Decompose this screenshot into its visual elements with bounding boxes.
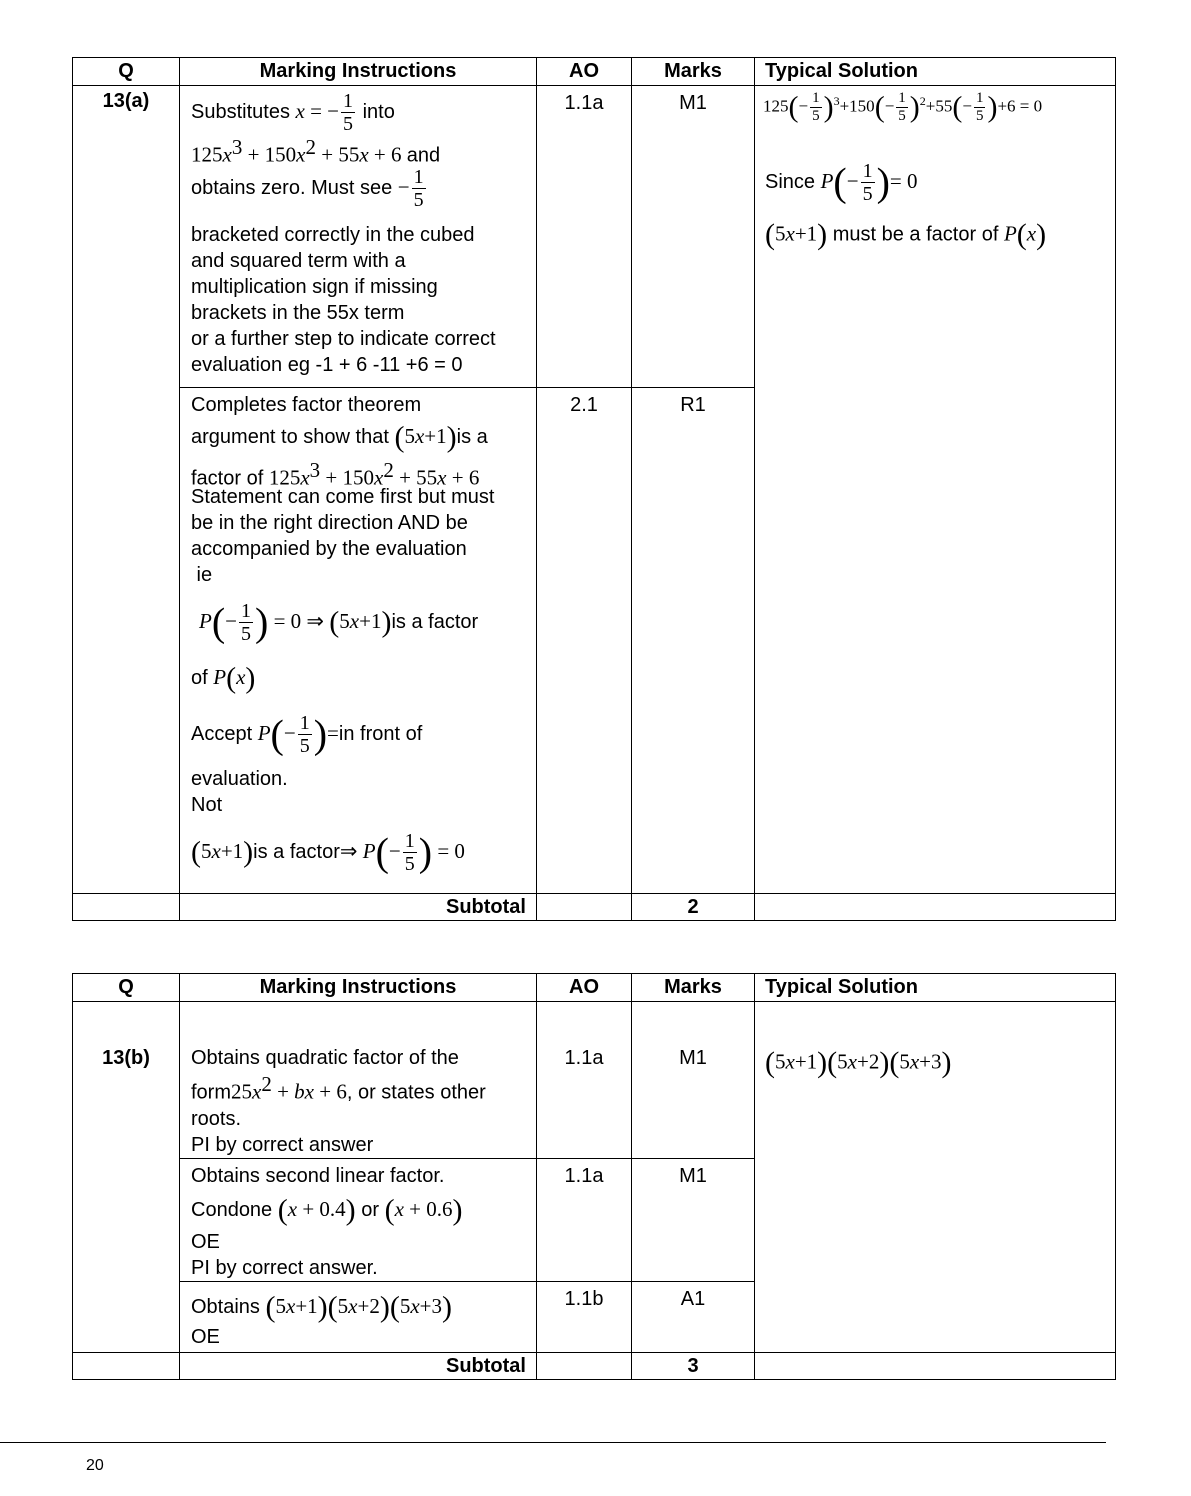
question-number: 13(b) bbox=[73, 1002, 180, 1353]
header-row bbox=[73, 58, 1116, 86]
ao-value: 1.1a bbox=[537, 86, 632, 388]
table-row bbox=[73, 1002, 1116, 1159]
header-marks: Marks bbox=[632, 974, 755, 1002]
ao-value: 1.1b bbox=[537, 1281, 632, 1352]
subtotal-label: Subtotal bbox=[180, 1352, 537, 1379]
mark-value: M1 bbox=[632, 1158, 755, 1281]
page-number: 20 bbox=[86, 1457, 104, 1474]
solution-since: Since P(− $\frac{1}{5}$ )= 0 bbox=[765, 159, 918, 205]
header-typical-solution: Typical Solution bbox=[755, 58, 1116, 86]
header-ao: AO bbox=[537, 58, 632, 86]
marking-instruction-m1: Obtains quadratic factor of the $form25x^2$ + bx + 6, or states other roots. PI by correct answer bbox=[180, 1002, 537, 1159]
header-ao: AO bbox=[537, 974, 632, 1002]
subtotal-value: 3 bbox=[632, 1352, 755, 1379]
marking-instruction-m1: Substitutes x = − $\frac{1}{5}$ into $125x^3 + 150x^2 + 55x + 6$ and obtains zero. Must see − $\frac{1}{5}$ bracketed correctly in the cubed and squared term with a multiplication sign if missing brackets in the 55x term or a further step to indicate correct evaluation eg -1 + 6 -11 +6 = 0 bbox=[180, 86, 537, 388]
mark-scheme-table-13a bbox=[72, 57, 1116, 921]
ao-value: 1.1a bbox=[537, 1158, 632, 1281]
solution-evaluation: 125(− $\frac{1}{5}$ )$^3$+150(− $\frac{1}{5}$ )$^2$+55(− $\frac{1}{5}$ )+6 = 0 bbox=[763, 90, 1043, 124]
subtotal-row bbox=[73, 1352, 1116, 1379]
question-number: 13(a) bbox=[73, 86, 180, 894]
header-q: Q bbox=[73, 974, 180, 1002]
header-q: Q bbox=[73, 58, 180, 86]
mark-value: R1 bbox=[632, 388, 755, 894]
table-row bbox=[73, 86, 1116, 388]
ao-value: 1.1a bbox=[537, 1002, 632, 1159]
header-marking-instructions: Marking Instructions bbox=[180, 974, 537, 1002]
typical-solution bbox=[755, 86, 1116, 894]
typical-solution: (5x+1)(5x+2)(5x+3) bbox=[755, 1002, 1116, 1353]
subtotal-value: 2 bbox=[632, 894, 755, 921]
mark-value: A1 bbox=[632, 1281, 755, 1352]
header-marking-instructions: Marking Instructions bbox=[180, 58, 537, 86]
subtotal-row bbox=[73, 894, 1116, 921]
mark-value: M1 bbox=[632, 1002, 755, 1159]
marking-instruction-m1-second: Obtains second linear factor. Condone (x + 0.4) or (x + 0.6) OE PI by correct answer. bbox=[180, 1158, 537, 1281]
mark-value: M1 bbox=[632, 86, 755, 388]
footer-divider bbox=[0, 1442, 1106, 1443]
marking-instruction-r1: Completes factor theorem argument to show that (5x+1)is a factor of $125x^3 + 150x^2 + 55x + 6$ Statement can come first but must be in the right direction AND be accompanied by the evaluation ie P(− $\frac{1}{5}$ ) = 0 ⇒ (5x+1)is a factor of P(x) Accept P(− $\frac{1}{5}$ )=in front of evaluation. Not (5x+1)is a factor⇒ P(− $\frac{1}{5}$ ) = 0 bbox=[180, 388, 537, 894]
mark-scheme-table-13b bbox=[72, 973, 1116, 1380]
marking-instruction-a1: Obtains (5x+1)(5x+2)(5x+3) OE bbox=[180, 1281, 537, 1352]
header-row bbox=[73, 974, 1116, 1002]
ao-value: 2.1 bbox=[537, 388, 632, 894]
header-typical-solution: Typical Solution bbox=[755, 974, 1116, 1002]
solution-conclusion: (5x+1) must be a factor of P(x) bbox=[765, 218, 1047, 251]
header-marks: Marks bbox=[632, 58, 755, 86]
subtotal-label: Subtotal bbox=[180, 894, 537, 921]
